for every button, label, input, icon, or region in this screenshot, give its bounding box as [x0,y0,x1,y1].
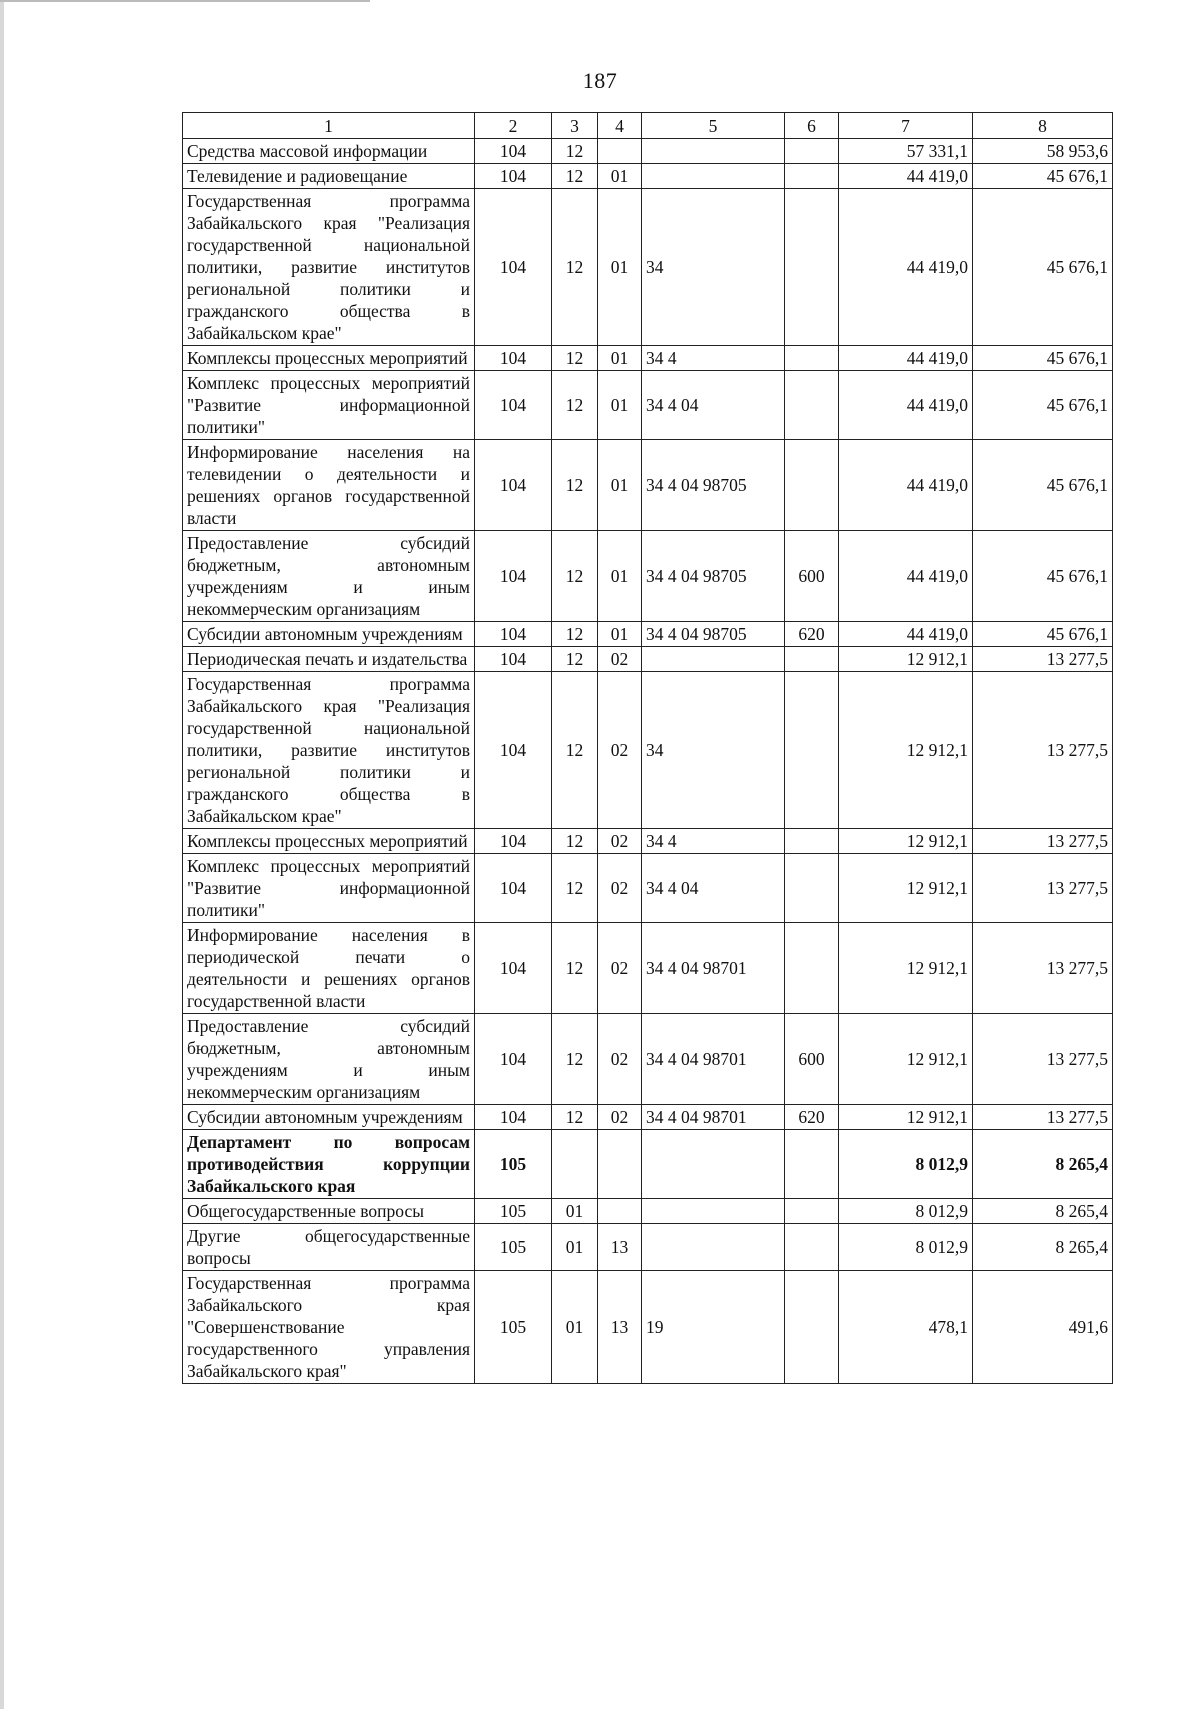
row-target-cell: 34 4 04 98701 [642,1105,785,1130]
row-section-cell: 12 [552,371,598,440]
row-name-cell: Комплексы процессных мероприятий [183,346,475,371]
row-amount-cell: 13 277,5 [973,829,1113,854]
row-name-cell: Государственная программа Забайкальского края "Реализация государственной национальной политики, развитие институтов региональной политики и гражданского общества в Забайкальском крае" [183,189,475,346]
row-target-cell [642,1130,785,1199]
row-amount-cell: 44 419,0 [839,189,973,346]
row-amount-cell: 12 912,1 [839,829,973,854]
row-subsection-cell: 02 [598,1105,642,1130]
row-target-cell: 34 4 04 98705 [642,622,785,647]
row-code-cell: 104 [475,854,552,923]
row-amount-cell: 12 912,1 [839,923,973,1014]
row-amount-cell: 45 676,1 [973,622,1113,647]
row-target-cell: 34 [642,672,785,829]
row-type-cell [785,1199,839,1224]
row-amount-cell: 13 277,5 [973,1014,1113,1105]
row-section-cell: 12 [552,139,598,164]
row-subsection-cell: 01 [598,371,642,440]
row-target-cell: 34 [642,189,785,346]
table-body [183,113,1113,1384]
column-header: 4 [598,113,642,139]
row-amount-cell: 13 277,5 [973,647,1113,672]
column-header: 5 [642,113,785,139]
table-row [183,440,1113,531]
row-amount-cell: 12 912,1 [839,672,973,829]
row-name-cell: Комплексы процессных мероприятий [183,829,475,854]
row-section-cell: 12 [552,647,598,672]
row-amount-cell: 44 419,0 [839,346,973,371]
row-amount-cell: 8 265,4 [973,1130,1113,1199]
row-amount-cell: 13 277,5 [973,923,1113,1014]
row-subsection-cell: 01 [598,189,642,346]
row-type-cell [785,854,839,923]
row-target-cell: 34 4 04 98705 [642,440,785,531]
row-name-cell: Другие общегосударственные вопросы [183,1224,475,1271]
row-amount-cell: 58 953,6 [973,139,1113,164]
row-amount-cell: 45 676,1 [973,164,1113,189]
row-name-cell: Субсидии автономным учреждениям [183,1105,475,1130]
table-row [183,647,1113,672]
table-row [183,829,1113,854]
row-amount-cell: 13 277,5 [973,854,1113,923]
row-code-cell: 104 [475,371,552,440]
row-name-cell: Предоставление субсидий бюджетным, автономным учреждениям и иным некоммерческим организациям [183,531,475,622]
table-row [183,672,1113,829]
row-name-cell: Департамент по вопросам противодействия коррупции Забайкальского края [183,1130,475,1199]
table-row [183,531,1113,622]
header-row [183,113,1113,139]
row-subsection-cell: 02 [598,672,642,829]
row-type-cell: 600 [785,531,839,622]
row-section-cell: 12 [552,1105,598,1130]
row-name-cell: Средства массовой информации [183,139,475,164]
row-type-cell: 620 [785,1105,839,1130]
table-row [183,371,1113,440]
row-subsection-cell: 01 [598,346,642,371]
row-subsection-cell [598,1130,642,1199]
row-subsection-cell: 01 [598,531,642,622]
table-row [183,622,1113,647]
row-amount-cell: 44 419,0 [839,531,973,622]
column-header: 8 [973,113,1113,139]
table-row [183,1271,1113,1384]
row-subsection-cell [598,1199,642,1224]
row-name-cell: Общегосударственные вопросы [183,1199,475,1224]
row-amount-cell: 12 912,1 [839,854,973,923]
row-type-cell [785,647,839,672]
row-target-cell: 34 4 04 [642,854,785,923]
table-row [183,1199,1113,1224]
table-row [183,854,1113,923]
table-row [183,923,1113,1014]
row-amount-cell: 12 912,1 [839,1105,973,1130]
row-name-cell: Комплекс процессных мероприятий "Развитие информационной политики" [183,371,475,440]
row-type-cell [785,923,839,1014]
row-amount-cell: 8 012,9 [839,1224,973,1271]
row-target-cell: 34 4 [642,346,785,371]
row-section-cell: 12 [552,531,598,622]
row-amount-cell: 478,1 [839,1271,973,1384]
row-amount-cell: 45 676,1 [973,531,1113,622]
page-number: 187 [582,68,618,93]
row-type-cell [785,1271,839,1384]
row-type-cell [785,164,839,189]
row-type-cell [785,346,839,371]
column-header: 1 [183,113,475,139]
row-amount-cell: 13 277,5 [973,1105,1113,1130]
table-row [183,189,1113,346]
row-section-cell: 12 [552,622,598,647]
row-code-cell: 104 [475,531,552,622]
row-type-cell [785,440,839,531]
row-subsection-cell: 13 [598,1271,642,1384]
row-code-cell: 104 [475,1105,552,1130]
table-row [183,1224,1113,1271]
row-section-cell: 01 [552,1271,598,1384]
row-section-cell: 12 [552,854,598,923]
row-section-cell [552,1130,598,1199]
table-row [183,1014,1113,1105]
row-target-cell [642,139,785,164]
row-code-cell: 104 [475,164,552,189]
row-code-cell: 104 [475,829,552,854]
table-row [183,1105,1113,1130]
row-section-cell: 12 [552,829,598,854]
scan-edge [0,0,4,1709]
row-target-cell: 34 4 04 98701 [642,923,785,1014]
row-amount-cell: 45 676,1 [973,371,1113,440]
row-name-cell: Государственная программа Забайкальского края "Совершенствование государственного управления Забайкальского края" [183,1271,475,1384]
row-amount-cell: 12 912,1 [839,1014,973,1105]
scan-top-line [0,0,370,2]
column-header: 7 [839,113,973,139]
row-target-cell [642,1224,785,1271]
row-target-cell [642,647,785,672]
row-subsection-cell: 01 [598,440,642,531]
row-section-cell: 12 [552,346,598,371]
table-row [183,139,1113,164]
row-code-cell: 104 [475,139,552,164]
row-amount-cell: 8 265,4 [973,1224,1113,1271]
row-section-cell: 12 [552,164,598,189]
row-amount-cell: 8 265,4 [973,1199,1113,1224]
row-amount-cell: 44 419,0 [839,164,973,189]
row-section-cell: 12 [552,672,598,829]
row-target-cell: 34 4 04 98701 [642,1014,785,1105]
table-row [183,164,1113,189]
budget-table [182,112,1113,1384]
row-type-cell [785,371,839,440]
row-amount-cell: 45 676,1 [973,346,1113,371]
row-type-cell [785,1224,839,1271]
row-code-cell: 104 [475,622,552,647]
row-amount-cell: 57 331,1 [839,139,973,164]
row-code-cell: 104 [475,189,552,346]
row-section-cell: 01 [552,1224,598,1271]
row-amount-cell: 8 012,9 [839,1199,973,1224]
row-subsection-cell: 02 [598,1014,642,1105]
row-name-cell: Телевидение и радиовещание [183,164,475,189]
row-section-cell: 12 [552,440,598,531]
row-type-cell: 600 [785,1014,839,1105]
row-amount-cell: 12 912,1 [839,647,973,672]
row-subsection-cell: 13 [598,1224,642,1271]
row-type-cell [785,1130,839,1199]
row-subsection-cell: 02 [598,829,642,854]
row-code-cell: 104 [475,672,552,829]
row-subsection-cell: 01 [598,164,642,189]
row-target-cell [642,1199,785,1224]
row-subsection-cell: 02 [598,854,642,923]
row-code-cell: 104 [475,923,552,1014]
row-name-cell: Субсидии автономным учреждениям [183,622,475,647]
row-code-cell: 105 [475,1224,552,1271]
row-type-cell [785,672,839,829]
row-code-cell: 104 [475,346,552,371]
row-amount-cell: 45 676,1 [973,440,1113,531]
row-name-cell: Периодическая печать и издательства [183,647,475,672]
row-subsection-cell: 02 [598,647,642,672]
row-code-cell: 104 [475,1014,552,1105]
row-amount-cell: 13 277,5 [973,672,1113,829]
row-code-cell: 105 [475,1130,552,1199]
row-type-cell [785,139,839,164]
row-section-cell: 01 [552,1199,598,1224]
row-target-cell: 34 4 04 98705 [642,531,785,622]
row-amount-cell: 44 419,0 [839,440,973,531]
row-section-cell: 12 [552,1014,598,1105]
row-subsection-cell: 02 [598,923,642,1014]
row-amount-cell: 8 012,9 [839,1130,973,1199]
row-subsection-cell: 01 [598,622,642,647]
row-type-cell: 620 [785,622,839,647]
row-name-cell: Информирование населения на телевидении о деятельности и решениях органов государственной власти [183,440,475,531]
row-target-cell: 34 4 [642,829,785,854]
row-target-cell: 19 [642,1271,785,1384]
row-name-cell: Государственная программа Забайкальского края "Реализация государственной национальной политики, развитие институтов региональной политики и гражданского общества в Забайкальском крае" [183,672,475,829]
row-section-cell: 12 [552,189,598,346]
row-type-cell [785,829,839,854]
row-target-cell: 34 4 04 [642,371,785,440]
row-amount-cell: 491,6 [973,1271,1113,1384]
row-name-cell: Комплекс процессных мероприятий "Развитие информационной политики" [183,854,475,923]
row-section-cell: 12 [552,923,598,1014]
table-row [183,1130,1113,1199]
row-code-cell: 104 [475,440,552,531]
row-code-cell: 105 [475,1271,552,1384]
row-code-cell: 104 [475,647,552,672]
row-amount-cell: 45 676,1 [973,189,1113,346]
row-subsection-cell [598,139,642,164]
row-name-cell: Предоставление субсидий бюджетным, автономным учреждениям и иным некоммерческим организациям [183,1014,475,1105]
table-row [183,346,1113,371]
row-amount-cell: 44 419,0 [839,622,973,647]
row-code-cell: 105 [475,1199,552,1224]
row-name-cell: Информирование населения в периодической печати о деятельности и решениях органов государственной власти [183,923,475,1014]
column-header: 2 [475,113,552,139]
row-type-cell [785,189,839,346]
row-target-cell [642,164,785,189]
column-header: 6 [785,113,839,139]
column-header: 3 [552,113,598,139]
row-amount-cell: 44 419,0 [839,371,973,440]
